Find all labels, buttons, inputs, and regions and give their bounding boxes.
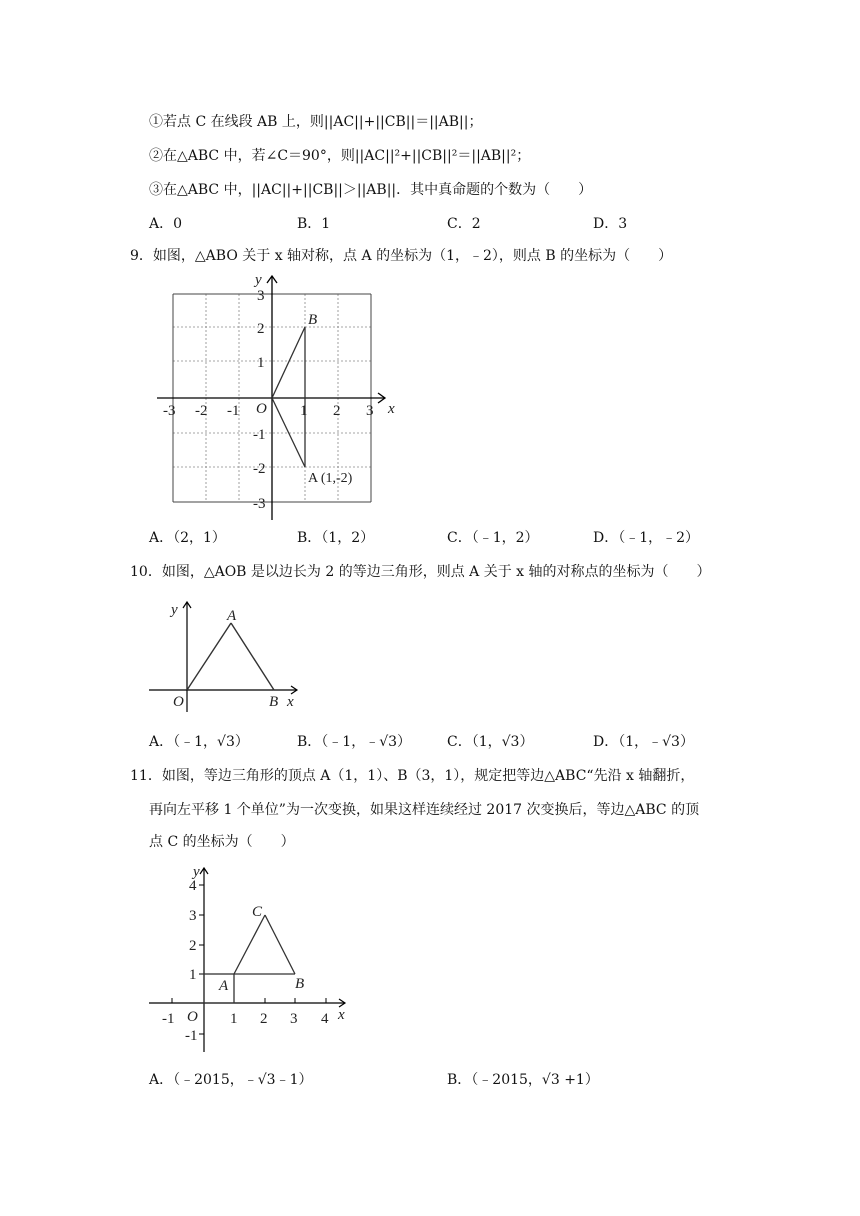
x-axis-label: x <box>338 1007 345 1023</box>
point-a-label: A <box>219 978 229 994</box>
point-b-label: B <box>295 976 305 992</box>
y-tick: -2 <box>253 461 266 477</box>
q11-stem-line-2: 再向左平移 1 个单位”为一次变换，如果这样连续经过 2017 次变换后，等边△ABC 的顶 <box>149 802 700 818</box>
q11-option-b: B．（﹣2015，√3 +1） <box>447 1072 599 1088</box>
y-tick: 3 <box>189 908 197 924</box>
x-tick: -3 <box>163 403 176 419</box>
q9-option-b: B．（1，2） <box>297 530 375 546</box>
point-a-label: A (1,-2) <box>308 471 353 486</box>
y-tick: -1 <box>253 427 266 443</box>
point-b-label: B <box>308 312 318 328</box>
y-tick: 3 <box>257 288 265 304</box>
q9-stem: 9．如图，△ABO 关于 x 轴对称，点 A 的坐标为（1，﹣2），则点 B 的坐标为（ ） <box>130 248 673 264</box>
x-tick: 3 <box>290 1011 298 1027</box>
statement-2: ②在△ABC 中，若∠C＝90°，则||AC||²+||CB||²＝||AB||²； <box>149 148 531 164</box>
q8-option-d: D．3 <box>593 216 628 232</box>
q9-option-d: D．（﹣1，﹣2） <box>593 530 700 546</box>
q10-option-b: B．（﹣1，﹣√3） <box>297 734 412 750</box>
q10-option-c: C．（1，√3） <box>447 734 534 750</box>
x-tick: 1 <box>230 1011 238 1027</box>
origin-label: O <box>256 401 267 417</box>
statement-3: ③在△ABC 中，||AC||+||CB||＞||AB||．其中真命题的个数为（ ） <box>149 182 593 198</box>
q10-triangle-figure <box>145 596 310 714</box>
q10-option-a: A．（﹣1，√3） <box>149 734 249 750</box>
q9-option-a: A．（2，1） <box>149 530 226 546</box>
x-tick: -1 <box>227 403 240 419</box>
statement-1: ①若点 C 在线段 AB 上，则||AC||+||CB||＝||AB||； <box>149 114 483 130</box>
q11-stem-line-1: 11．如图，等边三角形的顶点 A（1，1）、B（3，1），规定把等边△ABC“先沿 x 轴翻折， <box>130 768 695 784</box>
q10-stem: 10．如图，△AOB 是以边长为 2 的等边三角形，则点 A 关于 x 轴的对称点的坐标为（ ） <box>130 564 711 580</box>
x-tick: 3 <box>366 403 374 419</box>
x-tick: -1 <box>162 1011 175 1027</box>
point-a-label: A <box>227 608 237 624</box>
q9-coordinate-figure <box>145 270 405 522</box>
y-axis-label: y <box>193 864 200 880</box>
y-tick: 4 <box>189 878 197 894</box>
x-tick: 2 <box>260 1011 268 1027</box>
y-tick: 1 <box>189 967 197 983</box>
x-axis-label: x <box>388 401 395 417</box>
origin-label: O <box>187 1009 198 1025</box>
y-axis-label: y <box>171 602 178 618</box>
x-tick: -2 <box>195 403 208 419</box>
q8-option-a: A．0 <box>149 216 183 232</box>
y-tick: -1 <box>185 1028 198 1044</box>
x-tick: 2 <box>333 403 341 419</box>
origin-label: O <box>173 694 184 710</box>
x-tick: 4 <box>321 1011 329 1027</box>
y-tick: 2 <box>189 938 197 954</box>
x-tick: 1 <box>300 403 308 419</box>
q11-stem-line-3: 点 C 的坐标为（ ） <box>149 834 295 850</box>
y-tick: 2 <box>257 321 265 337</box>
q9-option-c: C．（﹣1，2） <box>447 530 539 546</box>
y-axis-label: y <box>255 272 262 288</box>
point-c-label: C <box>252 904 263 920</box>
q8-option-b: B．1 <box>297 216 331 232</box>
q8-option-c: C．2 <box>447 216 481 232</box>
q11-coordinate-figure <box>145 862 355 1054</box>
y-tick: 1 <box>257 355 265 371</box>
q11-option-a: A．（﹣2015，﹣√3﹣1） <box>149 1072 313 1088</box>
point-b-label: B <box>269 694 279 710</box>
y-tick: -3 <box>253 496 266 512</box>
q10-option-d: D．（1，﹣√3） <box>593 734 694 750</box>
x-axis-label: x <box>287 694 294 710</box>
